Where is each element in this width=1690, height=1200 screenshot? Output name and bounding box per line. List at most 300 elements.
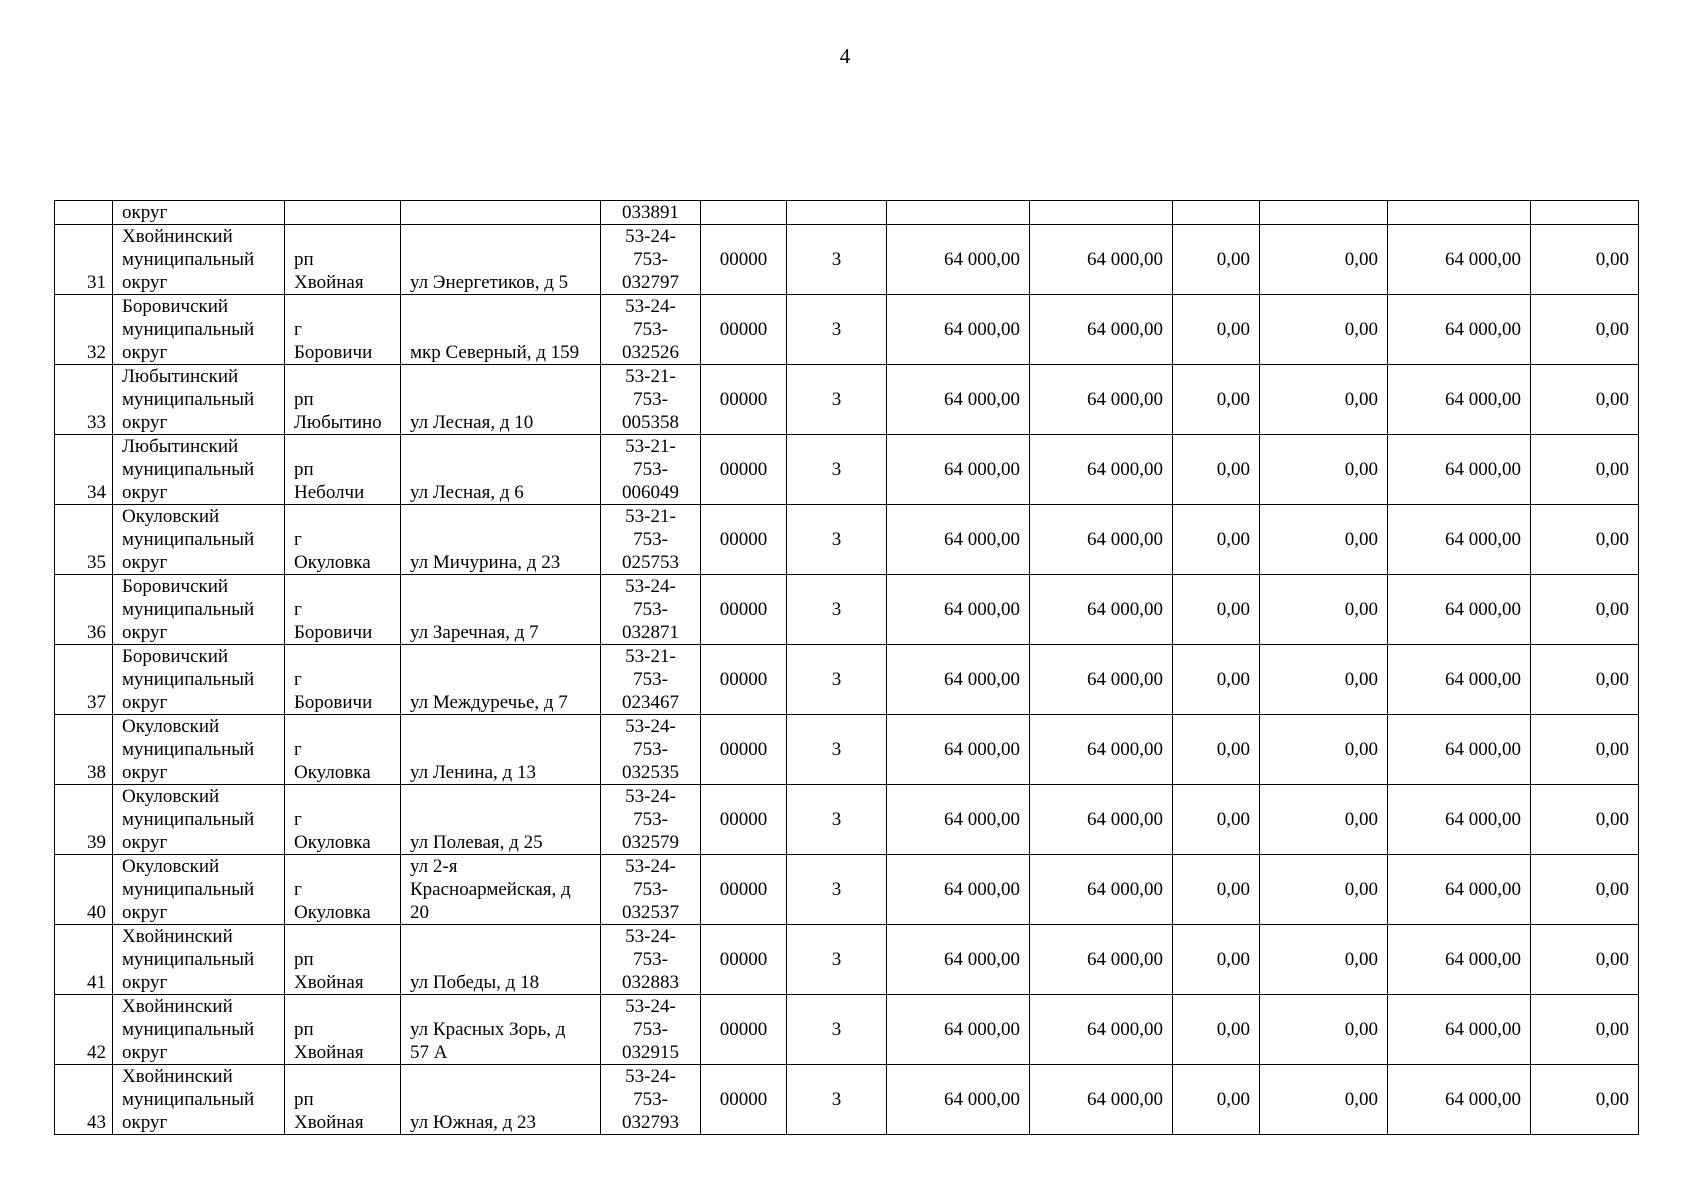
cell-v4: 64 000,00 xyxy=(1388,715,1531,785)
cell-settlement xyxy=(285,435,401,505)
cell-district xyxy=(113,995,285,1065)
cell-address xyxy=(401,201,601,225)
cell-settlement-line: Любытино xyxy=(294,412,382,433)
cell-v1: 64 000,00 xyxy=(1030,785,1173,855)
cell-v1: 64 000,00 xyxy=(1030,855,1173,925)
cell-address-line: Красноармейская, д xyxy=(410,879,571,900)
cell-settlement-line: Боровичи xyxy=(294,622,373,643)
cell-settlement-line: Неболчи xyxy=(294,482,365,503)
cell-v3: 0,00 xyxy=(1260,435,1388,505)
cell-code-line: 53-21- xyxy=(625,506,676,527)
cell-type: 3 xyxy=(787,365,887,435)
cell-code-line: 753- xyxy=(633,669,668,690)
cell-v2: 0,00 xyxy=(1173,225,1260,295)
cell-district-line: округ xyxy=(122,1042,168,1063)
cell-v2: 0,00 xyxy=(1173,295,1260,365)
cell-district-line: муниципальный xyxy=(122,1089,255,1110)
cell-code-line: 53-24- xyxy=(625,1066,676,1087)
cell-v2: 0,00 xyxy=(1173,505,1260,575)
cell-settlement-line: рп xyxy=(294,249,314,270)
cell-address xyxy=(401,715,601,785)
cell-address xyxy=(401,575,601,645)
cell-v3: 0,00 xyxy=(1260,365,1388,435)
registry-table-body xyxy=(55,201,1639,1135)
cell-total xyxy=(887,201,1030,225)
cell-num: 34 xyxy=(55,435,113,505)
cell-district-line: округ xyxy=(122,482,168,503)
cell-code-line: 753- xyxy=(633,879,668,900)
cell-district xyxy=(113,785,285,855)
cell-settlement xyxy=(285,295,401,365)
cell-v1: 64 000,00 xyxy=(1030,505,1173,575)
cell-v1: 64 000,00 xyxy=(1030,925,1173,995)
cell-v1 xyxy=(1030,201,1173,225)
table-row xyxy=(55,225,1639,295)
cell-address xyxy=(401,225,601,295)
cell-kbk: 00000 xyxy=(701,1065,787,1135)
cell-total: 64 000,00 xyxy=(887,295,1030,365)
table-row xyxy=(55,1065,1639,1135)
cell-settlement-line: рп xyxy=(294,949,314,970)
cell-settlement-line: г xyxy=(294,669,302,690)
cell-district-line: муниципальный xyxy=(122,739,255,760)
cell-type: 3 xyxy=(787,785,887,855)
cell-settlement xyxy=(285,645,401,715)
cell-code-line: 753- xyxy=(633,1089,668,1110)
cell-type: 3 xyxy=(787,435,887,505)
cell-code-line: 53-21- xyxy=(625,366,676,387)
cell-v3: 0,00 xyxy=(1260,225,1388,295)
cell-total: 64 000,00 xyxy=(887,225,1030,295)
cell-code xyxy=(601,365,701,435)
cell-code-line: 025753 xyxy=(622,552,679,573)
cell-v3 xyxy=(1260,201,1388,225)
cell-num: 33 xyxy=(55,365,113,435)
cell-kbk: 00000 xyxy=(701,225,787,295)
table-row xyxy=(55,575,1639,645)
cell-address-line: ул Заречная, д 7 xyxy=(410,622,539,643)
cell-district-line: округ xyxy=(122,342,168,363)
cell-num: 36 xyxy=(55,575,113,645)
cell-code-line: 023467 xyxy=(622,692,679,713)
cell-v4: 64 000,00 xyxy=(1388,1065,1531,1135)
cell-type: 3 xyxy=(787,995,887,1065)
cell-v3: 0,00 xyxy=(1260,785,1388,855)
cell-district-line: Окуловский xyxy=(122,506,220,527)
cell-district: округ xyxy=(113,201,285,225)
cell-code-line: 753- xyxy=(633,809,668,830)
cell-address-line: ул Энергетиков, д 5 xyxy=(410,272,569,293)
cell-settlement xyxy=(285,925,401,995)
cell-kbk: 00000 xyxy=(701,505,787,575)
cell-num: 37 xyxy=(55,645,113,715)
table-row xyxy=(55,855,1639,925)
cell-district-line: муниципальный xyxy=(122,459,255,480)
cell-address-line: ул Ленина, д 13 xyxy=(410,762,536,783)
cell-v2: 0,00 xyxy=(1173,855,1260,925)
cell-num: 43 xyxy=(55,1065,113,1135)
cell-settlement-line: Хвойная xyxy=(294,1042,364,1063)
cell-v5: 0,00 xyxy=(1531,435,1639,505)
cell-total: 64 000,00 xyxy=(887,925,1030,995)
cell-district xyxy=(113,855,285,925)
cell-v3: 0,00 xyxy=(1260,1065,1388,1135)
cell-settlement-line: г xyxy=(294,319,302,340)
cell-code-line: 753- xyxy=(633,319,668,340)
cell-district-line: муниципальный xyxy=(122,949,255,970)
cell-district-line: муниципальный xyxy=(122,809,255,830)
cell-kbk: 00000 xyxy=(701,785,787,855)
cell-v2: 0,00 xyxy=(1173,575,1260,645)
cell-total: 64 000,00 xyxy=(887,435,1030,505)
cell-type: 3 xyxy=(787,225,887,295)
cell-code-line: 032793 xyxy=(622,1112,679,1133)
cell-code-line: 53-24- xyxy=(625,226,676,247)
cell-district-line: муниципальный xyxy=(122,319,255,340)
cell-settlement-line: Боровичи xyxy=(294,342,373,363)
cell-total: 64 000,00 xyxy=(887,575,1030,645)
cell-code-line: 032797 xyxy=(622,272,679,293)
cell-num: 39 xyxy=(55,785,113,855)
cell-v1: 64 000,00 xyxy=(1030,645,1173,715)
cell-v3: 0,00 xyxy=(1260,925,1388,995)
cell-code-line: 005358 xyxy=(622,412,679,433)
continuation-row xyxy=(55,201,1639,225)
cell-settlement-line: г xyxy=(294,739,302,760)
cell-address xyxy=(401,365,601,435)
cell-address-line: ул Красных Зорь, д xyxy=(410,1019,566,1040)
cell-district-line: округ xyxy=(122,692,168,713)
cell-type: 3 xyxy=(787,645,887,715)
cell-settlement-line: рп xyxy=(294,1019,314,1040)
cell-total: 64 000,00 xyxy=(887,785,1030,855)
cell-code-line: 53-24- xyxy=(625,926,676,947)
cell-address-line: 57 А xyxy=(410,1042,448,1063)
cell-address-line: ул Южная, д 23 xyxy=(410,1112,537,1133)
cell-address-line: 20 xyxy=(410,902,429,923)
cell-code-line: 53-24- xyxy=(625,576,676,597)
cell-settlement-line: Хвойная xyxy=(294,1112,364,1133)
cell-v4: 64 000,00 xyxy=(1388,225,1531,295)
table-row xyxy=(55,995,1639,1065)
cell-total: 64 000,00 xyxy=(887,645,1030,715)
cell-type: 3 xyxy=(787,575,887,645)
cell-v5 xyxy=(1531,201,1639,225)
cell-district-line: округ xyxy=(122,902,168,923)
cell-district-line: Хвойнинский xyxy=(122,1066,233,1087)
cell-address-line: мкр Северный, д 159 xyxy=(410,342,580,363)
cell-v4 xyxy=(1388,201,1531,225)
cell-district-line: Боровичский xyxy=(122,646,229,667)
cell-v4: 64 000,00 xyxy=(1388,575,1531,645)
cell-v1: 64 000,00 xyxy=(1030,715,1173,785)
cell-v4: 64 000,00 xyxy=(1388,295,1531,365)
cell-v4: 64 000,00 xyxy=(1388,365,1531,435)
cell-district-line: Любытинский xyxy=(122,366,239,387)
cell-district-line: муниципальный xyxy=(122,389,255,410)
cell-settlement-line: Окуловка xyxy=(294,832,371,853)
cell-v5: 0,00 xyxy=(1531,295,1639,365)
cell-district xyxy=(113,925,285,995)
cell-settlement-line: Окуловка xyxy=(294,902,371,923)
cell-settlement-line: Хвойная xyxy=(294,972,364,993)
cell-total: 64 000,00 xyxy=(887,995,1030,1065)
cell-kbk: 00000 xyxy=(701,295,787,365)
cell-num: 41 xyxy=(55,925,113,995)
cell-settlement-line: г xyxy=(294,809,302,830)
cell-kbk xyxy=(701,201,787,225)
cell-code-line: 032579 xyxy=(622,832,679,853)
cell-v3: 0,00 xyxy=(1260,715,1388,785)
cell-code-line: 032537 xyxy=(622,902,679,923)
cell-code-line: 032915 xyxy=(622,1042,679,1063)
cell-district-line: Хвойнинский xyxy=(122,926,233,947)
cell-district-line: Окуловский xyxy=(122,786,220,807)
cell-district-line: муниципальный xyxy=(122,669,255,690)
cell-num: 40 xyxy=(55,855,113,925)
cell-total: 64 000,00 xyxy=(887,365,1030,435)
cell-code-line: 753- xyxy=(633,739,668,760)
cell-v3: 0,00 xyxy=(1260,855,1388,925)
cell-code-line: 53-24- xyxy=(625,856,676,877)
cell-settlement xyxy=(285,1065,401,1135)
cell-kbk: 00000 xyxy=(701,435,787,505)
cell-code xyxy=(601,505,701,575)
cell-settlement xyxy=(285,575,401,645)
cell-v3: 0,00 xyxy=(1260,995,1388,1065)
table-row xyxy=(55,365,1639,435)
cell-code xyxy=(601,225,701,295)
cell-district xyxy=(113,715,285,785)
cell-code-line: 53-24- xyxy=(625,296,676,317)
cell-total: 64 000,00 xyxy=(887,715,1030,785)
cell-code-line: 032535 xyxy=(622,762,679,783)
cell-num: 42 xyxy=(55,995,113,1065)
cell-v2: 0,00 xyxy=(1173,435,1260,505)
table-row xyxy=(55,435,1639,505)
table-row xyxy=(55,645,1639,715)
cell-district-line: округ xyxy=(122,762,168,783)
cell-address-line: ул Полевая, д 25 xyxy=(410,832,543,853)
cell-v5: 0,00 xyxy=(1531,715,1639,785)
cell-kbk: 00000 xyxy=(701,365,787,435)
table-row xyxy=(55,295,1639,365)
table-row xyxy=(55,925,1639,995)
cell-settlement-line: г xyxy=(294,879,302,900)
cell-address xyxy=(401,435,601,505)
cell-district-line: округ xyxy=(122,272,168,293)
cell-code-line: 753- xyxy=(633,249,668,270)
cell-code-line: 006049 xyxy=(622,482,679,503)
cell-district-line: округ xyxy=(122,622,168,643)
cell-settlement-line: рп xyxy=(294,1089,314,1110)
cell-v5: 0,00 xyxy=(1531,995,1639,1065)
cell-code-line: 53-24- xyxy=(625,716,676,737)
cell-district-line: Боровичский xyxy=(122,296,229,317)
cell-v3: 0,00 xyxy=(1260,645,1388,715)
cell-v1: 64 000,00 xyxy=(1030,995,1173,1065)
cell-v2: 0,00 xyxy=(1173,645,1260,715)
cell-address xyxy=(401,505,601,575)
cell-v4: 64 000,00 xyxy=(1388,785,1531,855)
cell-v2: 0,00 xyxy=(1173,995,1260,1065)
cell-address xyxy=(401,295,601,365)
cell-address xyxy=(401,995,601,1065)
cell-district-line: округ xyxy=(122,1112,168,1133)
cell-code-line: 753- xyxy=(633,459,668,480)
cell-v1: 64 000,00 xyxy=(1030,575,1173,645)
cell-address-line: ул Лесная, д 6 xyxy=(410,482,524,503)
cell-kbk: 00000 xyxy=(701,645,787,715)
cell-address xyxy=(401,645,601,715)
table-row xyxy=(55,715,1639,785)
cell-district-line: Окуловский xyxy=(122,716,220,737)
cell-address xyxy=(401,925,601,995)
cell-v4: 64 000,00 xyxy=(1388,925,1531,995)
cell-v2: 0,00 xyxy=(1173,365,1260,435)
cell-v5: 0,00 xyxy=(1531,225,1639,295)
cell-district xyxy=(113,505,285,575)
cell-district xyxy=(113,225,285,295)
cell-v5: 0,00 xyxy=(1531,785,1639,855)
cell-settlement xyxy=(285,225,401,295)
cell-v4: 64 000,00 xyxy=(1388,505,1531,575)
cell-settlement xyxy=(285,855,401,925)
cell-code-line: 753- xyxy=(633,1019,668,1040)
cell-kbk: 00000 xyxy=(701,995,787,1065)
cell-district xyxy=(113,575,285,645)
cell-settlement-line: Окуловка xyxy=(294,762,371,783)
cell-district-line: муниципальный xyxy=(122,1019,255,1040)
cell-settlement-line: Боровичи xyxy=(294,692,373,713)
registry-table xyxy=(54,200,1639,1135)
cell-v5: 0,00 xyxy=(1531,575,1639,645)
cell-address xyxy=(401,855,601,925)
cell-num xyxy=(55,201,113,225)
cell-code-line: 032871 xyxy=(622,622,679,643)
cell-kbk: 00000 xyxy=(701,575,787,645)
cell-district-line: округ xyxy=(122,412,168,433)
cell-v4: 64 000,00 xyxy=(1388,995,1531,1065)
cell-address xyxy=(401,785,601,855)
cell-district xyxy=(113,1065,285,1135)
cell-district-line: Хвойнинский xyxy=(122,226,233,247)
cell-district-line: муниципальный xyxy=(122,599,255,620)
cell-code-line: 53-24- xyxy=(625,786,676,807)
cell-code xyxy=(601,925,701,995)
cell-district-line: округ xyxy=(122,972,168,993)
cell-v4: 64 000,00 xyxy=(1388,645,1531,715)
cell-district-line: Любытинский xyxy=(122,436,239,457)
cell-district-line: муниципальный xyxy=(122,529,255,550)
cell-settlement-line: г xyxy=(294,599,302,620)
cell-code-line: 53-21- xyxy=(625,646,676,667)
cell-v3: 0,00 xyxy=(1260,295,1388,365)
cell-settlement xyxy=(285,715,401,785)
cell-v1: 64 000,00 xyxy=(1030,1065,1173,1135)
cell-v5: 0,00 xyxy=(1531,1065,1639,1135)
cell-code-line: 753- xyxy=(633,949,668,970)
cell-settlement-line: рп xyxy=(294,459,314,480)
cell-code xyxy=(601,715,701,785)
cell-settlement-line: Хвойная xyxy=(294,272,364,293)
cell-v2: 0,00 xyxy=(1173,715,1260,785)
cell-v1: 64 000,00 xyxy=(1030,225,1173,295)
cell-kbk: 00000 xyxy=(701,715,787,785)
cell-code-line: 032526 xyxy=(622,342,679,363)
cell-district-line: Окуловский xyxy=(122,856,220,877)
cell-settlement-line: Окуловка xyxy=(294,552,371,573)
cell-v1: 64 000,00 xyxy=(1030,365,1173,435)
table-row xyxy=(55,505,1639,575)
cell-district-line: округ xyxy=(122,832,168,853)
cell-type: 3 xyxy=(787,295,887,365)
cell-code xyxy=(601,435,701,505)
cell-v1: 64 000,00 xyxy=(1030,295,1173,365)
cell-code xyxy=(601,645,701,715)
cell-type: 3 xyxy=(787,925,887,995)
cell-v5: 0,00 xyxy=(1531,855,1639,925)
cell-v5: 0,00 xyxy=(1531,365,1639,435)
cell-type xyxy=(787,201,887,225)
cell-v2 xyxy=(1173,201,1260,225)
cell-v2: 0,00 xyxy=(1173,1065,1260,1135)
cell-district xyxy=(113,365,285,435)
cell-v4: 64 000,00 xyxy=(1388,435,1531,505)
cell-type: 3 xyxy=(787,505,887,575)
cell-v5: 0,00 xyxy=(1531,645,1639,715)
cell-kbk: 00000 xyxy=(701,925,787,995)
cell-code-line: 753- xyxy=(633,529,668,550)
cell-address-line: ул 2-я xyxy=(410,856,458,877)
page-number: 4 xyxy=(839,44,851,68)
cell-type: 3 xyxy=(787,715,887,785)
cell-code xyxy=(601,295,701,365)
cell-settlement xyxy=(285,365,401,435)
cell-kbk: 00000 xyxy=(701,855,787,925)
cell-code-line: 032883 xyxy=(622,972,679,993)
cell-v3: 0,00 xyxy=(1260,575,1388,645)
cell-settlement xyxy=(285,201,401,225)
cell-code-line: 53-24- xyxy=(625,996,676,1017)
cell-settlement-line: г xyxy=(294,529,302,550)
cell-v3: 0,00 xyxy=(1260,505,1388,575)
cell-address-line: ул Междуречье, д 7 xyxy=(410,692,568,713)
cell-address xyxy=(401,1065,601,1135)
cell-district-line: округ xyxy=(122,552,168,573)
cell-code: 033891 xyxy=(601,201,701,225)
cell-district xyxy=(113,645,285,715)
cell-district-line: Боровичский xyxy=(122,576,229,597)
cell-num: 31 xyxy=(55,225,113,295)
cell-settlement xyxy=(285,995,401,1065)
cell-num: 35 xyxy=(55,505,113,575)
cell-code-line: 753- xyxy=(633,389,668,410)
cell-v4: 64 000,00 xyxy=(1388,855,1531,925)
cell-v1: 64 000,00 xyxy=(1030,435,1173,505)
cell-num: 38 xyxy=(55,715,113,785)
cell-settlement-line: рп xyxy=(294,389,314,410)
cell-settlement xyxy=(285,785,401,855)
cell-settlement xyxy=(285,505,401,575)
cell-code xyxy=(601,575,701,645)
cell-v2: 0,00 xyxy=(1173,925,1260,995)
cell-address-line: ул Мичурина, д 23 xyxy=(410,552,561,573)
cell-type: 3 xyxy=(787,1065,887,1135)
cell-v2: 0,00 xyxy=(1173,785,1260,855)
cell-type: 3 xyxy=(787,855,887,925)
cell-total: 64 000,00 xyxy=(887,1065,1030,1135)
